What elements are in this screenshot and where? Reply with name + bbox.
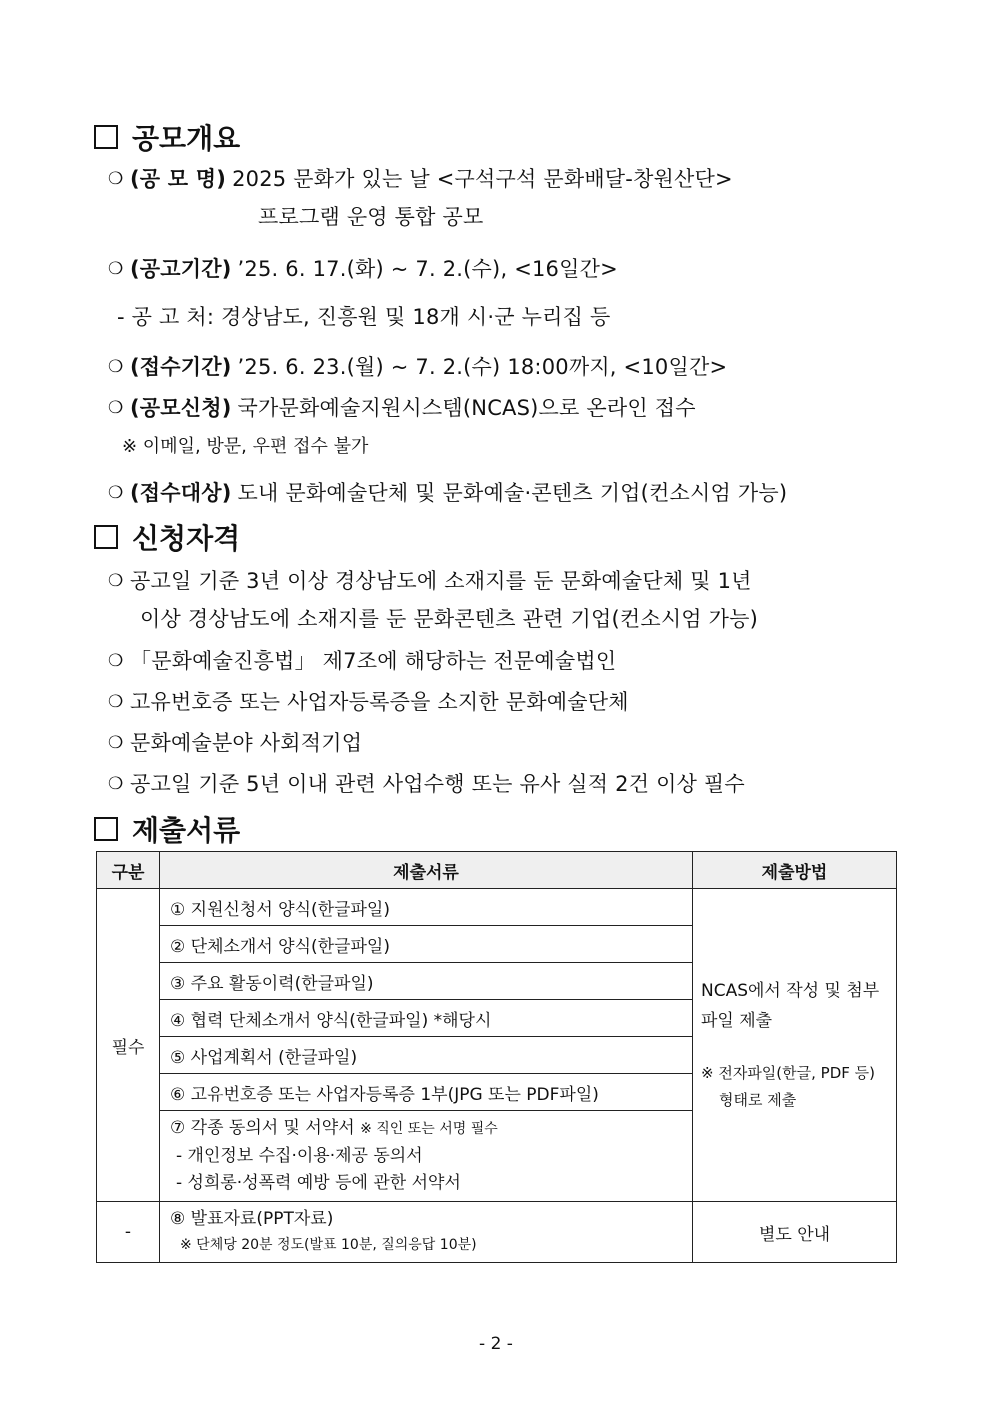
overview-place: - 공 고 처: 경상남도, 진흥원 및 18개 시·군 누리집 등 xyxy=(117,305,611,329)
header-category: 구분 xyxy=(97,852,160,889)
circle-bullet-icon: ❍ xyxy=(108,733,124,753)
doc-item-2: ② 단체소개서 양식(한글파일) xyxy=(160,926,693,963)
table-row xyxy=(97,889,897,926)
header-method: 제출방법 xyxy=(693,852,897,889)
submit-method xyxy=(693,889,897,1202)
circle-bullet-icon: ❍ xyxy=(108,398,124,418)
page-number: - 2 - xyxy=(479,1334,513,1354)
group-required: 필수 xyxy=(97,889,160,1202)
section-header-overview xyxy=(94,117,240,157)
method-other: 별도 안내 xyxy=(693,1202,897,1263)
square-bullet-icon xyxy=(94,817,118,841)
circle-bullet-icon: ❍ xyxy=(108,571,124,591)
documents-table xyxy=(96,851,897,1263)
eligibility-item-3: ❍ 고유번호증 또는 사업자등록증을 소지한 문화예술단체 xyxy=(108,690,629,714)
doc-item-4: ④ 협력 단체소개서 양식(한글파일) *해당시 xyxy=(160,1000,693,1037)
overview-period: ❍ (공고기간) ’25. 6. 17.(화) ~ 7. 2.(수), <16일간> xyxy=(108,257,618,281)
eligibility-item-4: ❍ 문화예술분야 사회적기업 xyxy=(108,731,363,755)
group-other: - xyxy=(97,1202,160,1263)
doc-item-6: ⑥ 고유번호증 또는 사업자등록증 1부(JPG 또는 PDF파일) xyxy=(160,1074,693,1111)
table-row xyxy=(97,1202,897,1263)
doc-item-3: ③ 주요 활동이력(한글파일) xyxy=(160,963,693,1000)
eligibility-item-2: ❍ 「문화예술진흥법」 제7조에 해당하는 전문예술법인 xyxy=(108,649,617,673)
circle-bullet-icon: ❍ xyxy=(108,692,124,712)
method-note: ※ 전자파일(한글, PDF 등) 형태로 제출 xyxy=(701,1064,875,1109)
eligibility-item-1-line2: 이상 경상남도에 소재지를 둔 문화콘텐츠 관련 기업(컨소시엄 가능) xyxy=(140,607,759,631)
eligibility-item-1: ❍ 공고일 기준 3년 이상 경상남도에 소재지를 둔 문화예술단체 및 1년 xyxy=(108,569,752,593)
overview-receipt: ❍ (접수기간) ’25. 6. 23.(월) ~ 7. 2.(수) 18:00까지, <10일간> xyxy=(108,355,728,379)
section-title: 공모개요 xyxy=(132,122,241,155)
doc-item-8: ⑧ 발표자료(PPT자료) ※ 단체당 20분 정도(발표 10분, 질의응답 10분) xyxy=(160,1202,693,1263)
overview-name-line2: 프로그램 운영 통합 공모 xyxy=(258,205,484,229)
overview-target: ❍ (접수대상) 도내 문화예술단체 및 문화예술·콘텐츠 기업(컨소시엄 가능) xyxy=(108,481,788,505)
section-header-eligibility xyxy=(94,517,240,557)
square-bullet-icon xyxy=(94,525,118,549)
section-header-documents xyxy=(94,809,240,849)
method-line-2: 파일 제출 xyxy=(701,1011,773,1031)
eligibility-item-5: ❍ 공고일 기준 5년 이내 관련 사업수행 또는 유사 실적 2건 이상 필수 xyxy=(108,772,745,796)
section-title: 신청자격 xyxy=(132,522,241,555)
circle-bullet-icon: ❍ xyxy=(108,357,124,377)
circle-bullet-icon: ❍ xyxy=(108,651,124,671)
section-title: 제출서류 xyxy=(132,814,241,847)
header-documents: 제출서류 xyxy=(160,852,693,889)
doc-item-1: ① 지원신청서 양식(한글파일) xyxy=(160,889,693,926)
circle-bullet-icon: ❍ xyxy=(108,483,124,503)
overview-apply-note: ※ 이메일, 방문, 우편 접수 불가 xyxy=(122,436,369,457)
circle-bullet-icon: ❍ xyxy=(108,169,124,189)
circle-bullet-icon: ❍ xyxy=(108,259,124,279)
doc-item-7: ⑦ 각종 동의서 및 서약서 ※ 직인 또는 서명 필수 - 개인정보 수집·이용·제공 동의서 - 성희롱·성폭력 예방 등에 관한 서약서 xyxy=(160,1111,693,1202)
doc-item-5: ⑤ 사업계획서 (한글파일) xyxy=(160,1037,693,1074)
overview-name: ❍ (공 모 명) 2025 문화가 있는 날 <구석구석 문화배달-창원산단> xyxy=(108,167,733,191)
square-bullet-icon xyxy=(94,125,118,149)
circle-bullet-icon: ❍ xyxy=(108,774,124,794)
table-header-row xyxy=(97,852,897,889)
method-line-1: NCAS에서 작성 및 첨부 xyxy=(701,981,880,1001)
overview-apply: ❍ (공모신청) 국가문화예술지원시스템(NCAS)으로 온라인 접수 xyxy=(108,396,696,420)
